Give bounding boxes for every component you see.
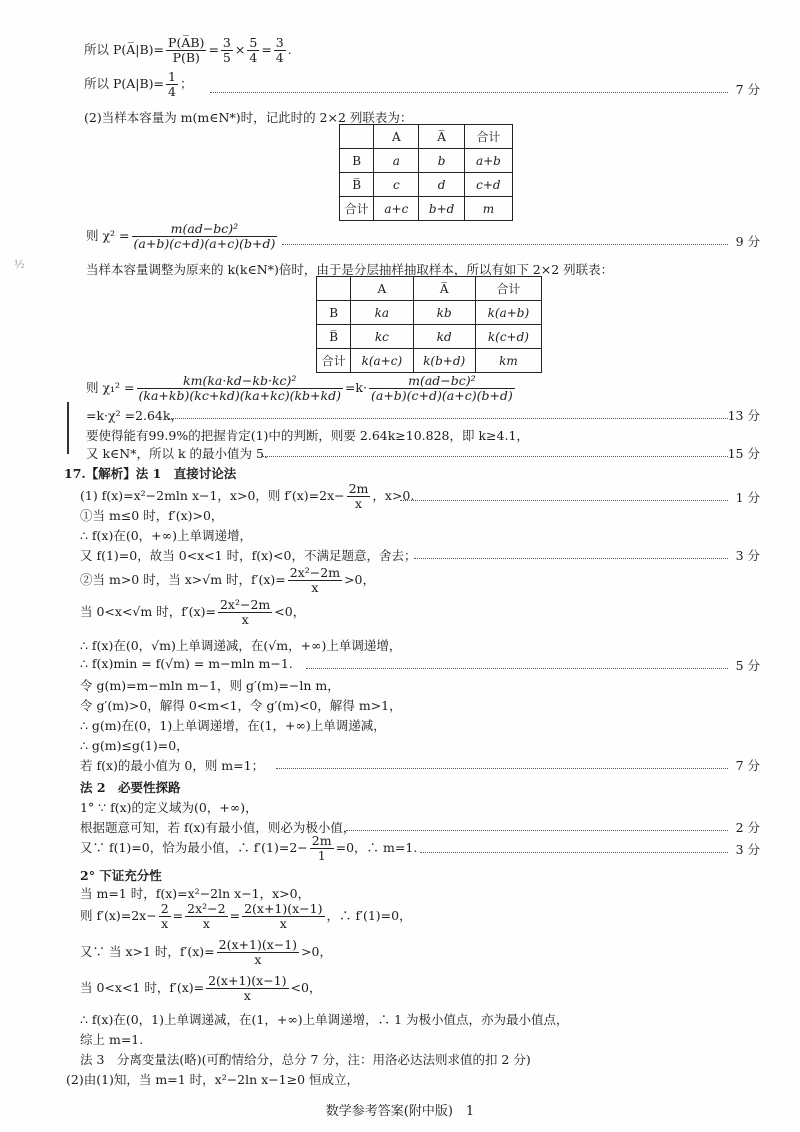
contingency-table-1 [339,124,513,221]
line-3: (2)当样本容量为 m(m∈N*)时，记此时的 2×2 列联表为： [84,110,413,125]
table-header-row: A A̅ 合计 [317,277,542,301]
line-7: =k·χ² =2.64k， [86,408,183,423]
table-row: B a b a+b [340,149,513,173]
line-18: ∴ f(x)min = f(√m) = m−mln m−1. [80,656,293,671]
fraction: $\frac{1}{4}$ [168,69,176,99]
leader-dots [276,768,728,769]
score-mark: 7 分 [735,82,760,97]
line-15: ②当 m>0 时，当 x>√m 时，f′(x)= $\frac{\text{2x²−2m}}{x}$ >0， [80,565,375,595]
table-row: 合计 a+c b+d m [340,197,513,221]
fraction: $\frac{\text{2x²−2m}}{x}$ [219,597,271,627]
leader-dots [168,418,728,419]
table-header-row: A A̅ 合计 [340,125,513,149]
contingency-table-2 [316,276,542,373]
line-20: 令 g′(m)>0，解得 0<m<1，令 g′(m)<0，解得 m>1， [80,698,402,713]
fraction: $\frac{2m}{1}$ [311,833,332,863]
line-16: 当 0<x<√m 时，f′(x)= $\frac{\text{2x²−2m}}{x}$ <0， [80,597,306,627]
line-29: 当 m=1 时，f(x)=x²−2ln x−1，x>0， [80,886,311,901]
score-mark: 2 分 [735,820,760,835]
line-25: 1° ∵ f(x)的定义域为(0，+∞)， [80,800,258,815]
leader-dots [306,668,728,669]
leader-dots [414,558,728,559]
fraction: $\frac{2(x+1)(x-1)}{x}$ [244,901,323,931]
line-chi-square: 则 χ² = $\frac{\text{m(ad−bc)²}}{(a+b)(c+d)(a+c)(b+d)}$ [86,221,276,251]
score-mark: 13 分 [727,408,760,423]
sub-heading: 2° 下证充分性 [80,868,162,883]
line-19: 令 g(m)=m−mln m−1，则 g′(m)=−ln m， [80,678,340,693]
fraction: $\frac{P(A̅B)}{P(B)}$ [168,35,205,65]
line-32: 当 0<x<1 时，f′(x)= $\frac{2(x+1)(x-1)}{x}$ <0， [80,973,322,1003]
line-14: 又 f(1)=0，故当 0<x<1 时，f(x)<0，不满足题意，舍去； [80,548,417,563]
fraction: $\frac{5}{4}$ [249,35,258,65]
table-row: B ka kb k(a+b) [317,301,542,325]
leader-dots [282,244,728,245]
score-mark: 1 分 [735,490,760,505]
line-33: ∴ f(x)在(0，1)上单调递减，在(1，+∞)上单调递增，∴ 1 为极小值点，亦为最小值点， [80,1012,569,1027]
line-5: 当样本容量调整为原来的 k(k∈N*)倍时，由于是分层抽样抽取样本，所以有如下 2×2 列联表： [86,262,614,277]
line-35: 法 3 分离变量法(略)(可酌情给分，总分 7 分，注：用洛必达法则求值的扣 2 分) [80,1052,531,1067]
table-row: B̅ kc kd k(c+d) [317,325,542,349]
margin-bar [67,402,69,454]
leader-dots [210,92,728,93]
line-26: 根据题意可知，若 f(x)有最小值，则必为极小值， [80,820,356,835]
section-heading: 17.【解析】法 1 直接讨论法 [64,466,237,481]
method-heading: 法 2 必要性探路 [80,780,181,795]
line-36: (2)由(1)知，当 m=1 时，x²−2ln x−1≥0 恒成立， [66,1072,360,1087]
line-12: ①当 m≤0 时，f′(x)>0， [80,508,224,523]
line-11: (1) f(x)=x²−2mln x−1，x>0，则 f′(x)=2x− $\frac{2m}{x}$ ，x>0. [80,481,415,511]
fraction: $\frac{2}{x}$ [160,901,169,931]
fraction: $\frac{2(x+1)(x-1)}{x}$ [218,937,298,967]
table-row: B̅ c d c+d [340,173,513,197]
leader-dots [420,852,728,853]
line-31: 又∵ 当 x>1 时，f′(x)= $\frac{2(x+1)(x-1)}{x}$ >0， [80,937,332,967]
fraction: $\frac{\text{km(ka·kd−kb·kc)²}}{(ka+kb)(kc+kd)(ka+kc)(kb+kd)}$ [138,373,341,403]
leader-dots [400,500,728,501]
table-row: 合计 k(a+c) k(b+d) km [317,349,542,373]
leader-dots [262,456,728,457]
fraction: $\frac{3}{4}$ [275,35,284,65]
page-footer: 数学参考答案(附中版) 1 [325,1104,475,1119]
line-22: ∴ g(m)≤g(1)=0， [80,738,189,753]
score-mark: 5 分 [735,658,760,673]
fraction: $\frac{\text{m(ad−bc)²}}{(a+b)(c+d)(a+c)(b+d)}$ [133,221,276,251]
line-17: ∴ f(x)在(0，√m)上单调递减，在(√m，+∞)上单调递增， [80,638,402,653]
line-13: ∴ f(x)在(0，+∞)上单调递增， [80,528,252,543]
fraction: $\frac{2(x+1)(x-1)}{x}$ [208,973,287,1003]
score-mark: 3 分 [735,548,760,563]
fraction: $\frac{\text{2x²−2m}}{x}$ [289,565,341,595]
line-34: 综上 m=1. [80,1032,144,1047]
score-mark: 15 分 [727,446,760,461]
line-27: 又∵ f(1)=0，恰为最小值，∴ f′(1)=2− $\frac{2m}{1}$ =0，∴ m=1. [80,833,418,863]
fraction: $\frac{2m}{x}$ [348,481,369,511]
line-21: ∴ g(m)在(0，1)上单调递增，在(1，+∞)上单调递减， [80,718,386,733]
line-chi1: 则 χ₁² = $\frac{\text{km(ka·kd−kb·kc)²}}{(ka+kb)(kc+kd)(ka+kc)(kb+kd)}$ =k· $\frac{\text{m(ad−bc)²}}{(a+b)(c+d)(a+c)(b+d)}$ [86,373,513,403]
fraction: $\frac{3}{5}$ [222,35,231,65]
line-9: 又 k∈N*，所以 k 的最小值为 5. [86,446,268,461]
leader-dots [346,830,728,831]
score-mark: 3 分 [735,842,760,857]
score-mark: 9 分 [735,234,760,249]
fraction: $\frac{\text{2x²−2}}{x}$ [187,901,226,931]
margin-mark: ½ [14,258,25,271]
line-1: 所以 P(A̅|B)= $\frac{P(A̅B)}{P(B)}$ = $\frac{3}{5}$ × $\frac{5}{4}$ = $\frac{3}{4}$ . [84,35,292,65]
line-23: 若 f(x)的最小值为 0，则 m=1； [80,758,265,773]
line-8: 要使得能有99.9%的把握肯定(1)中的判断，则要 2.64k≥10.828，即 k≥4.1， [86,428,529,443]
fraction: $\frac{\text{m(ad−bc)²}}{(a+b)(c+d)(a+c)(b+d)}$ [370,373,513,403]
score-mark: 7 分 [735,758,760,773]
line-2: 所以 P(A|B)= $\frac{1}{4}$ ； [84,69,193,99]
line-30: 则 f′(x)=2x− $\frac{2}{x}$ = $\frac{\text{2x²−2}}{x}$ = $\frac{2(x+1)(x-1)}{x}$ ，∴ f′(1)=0， [80,901,412,931]
